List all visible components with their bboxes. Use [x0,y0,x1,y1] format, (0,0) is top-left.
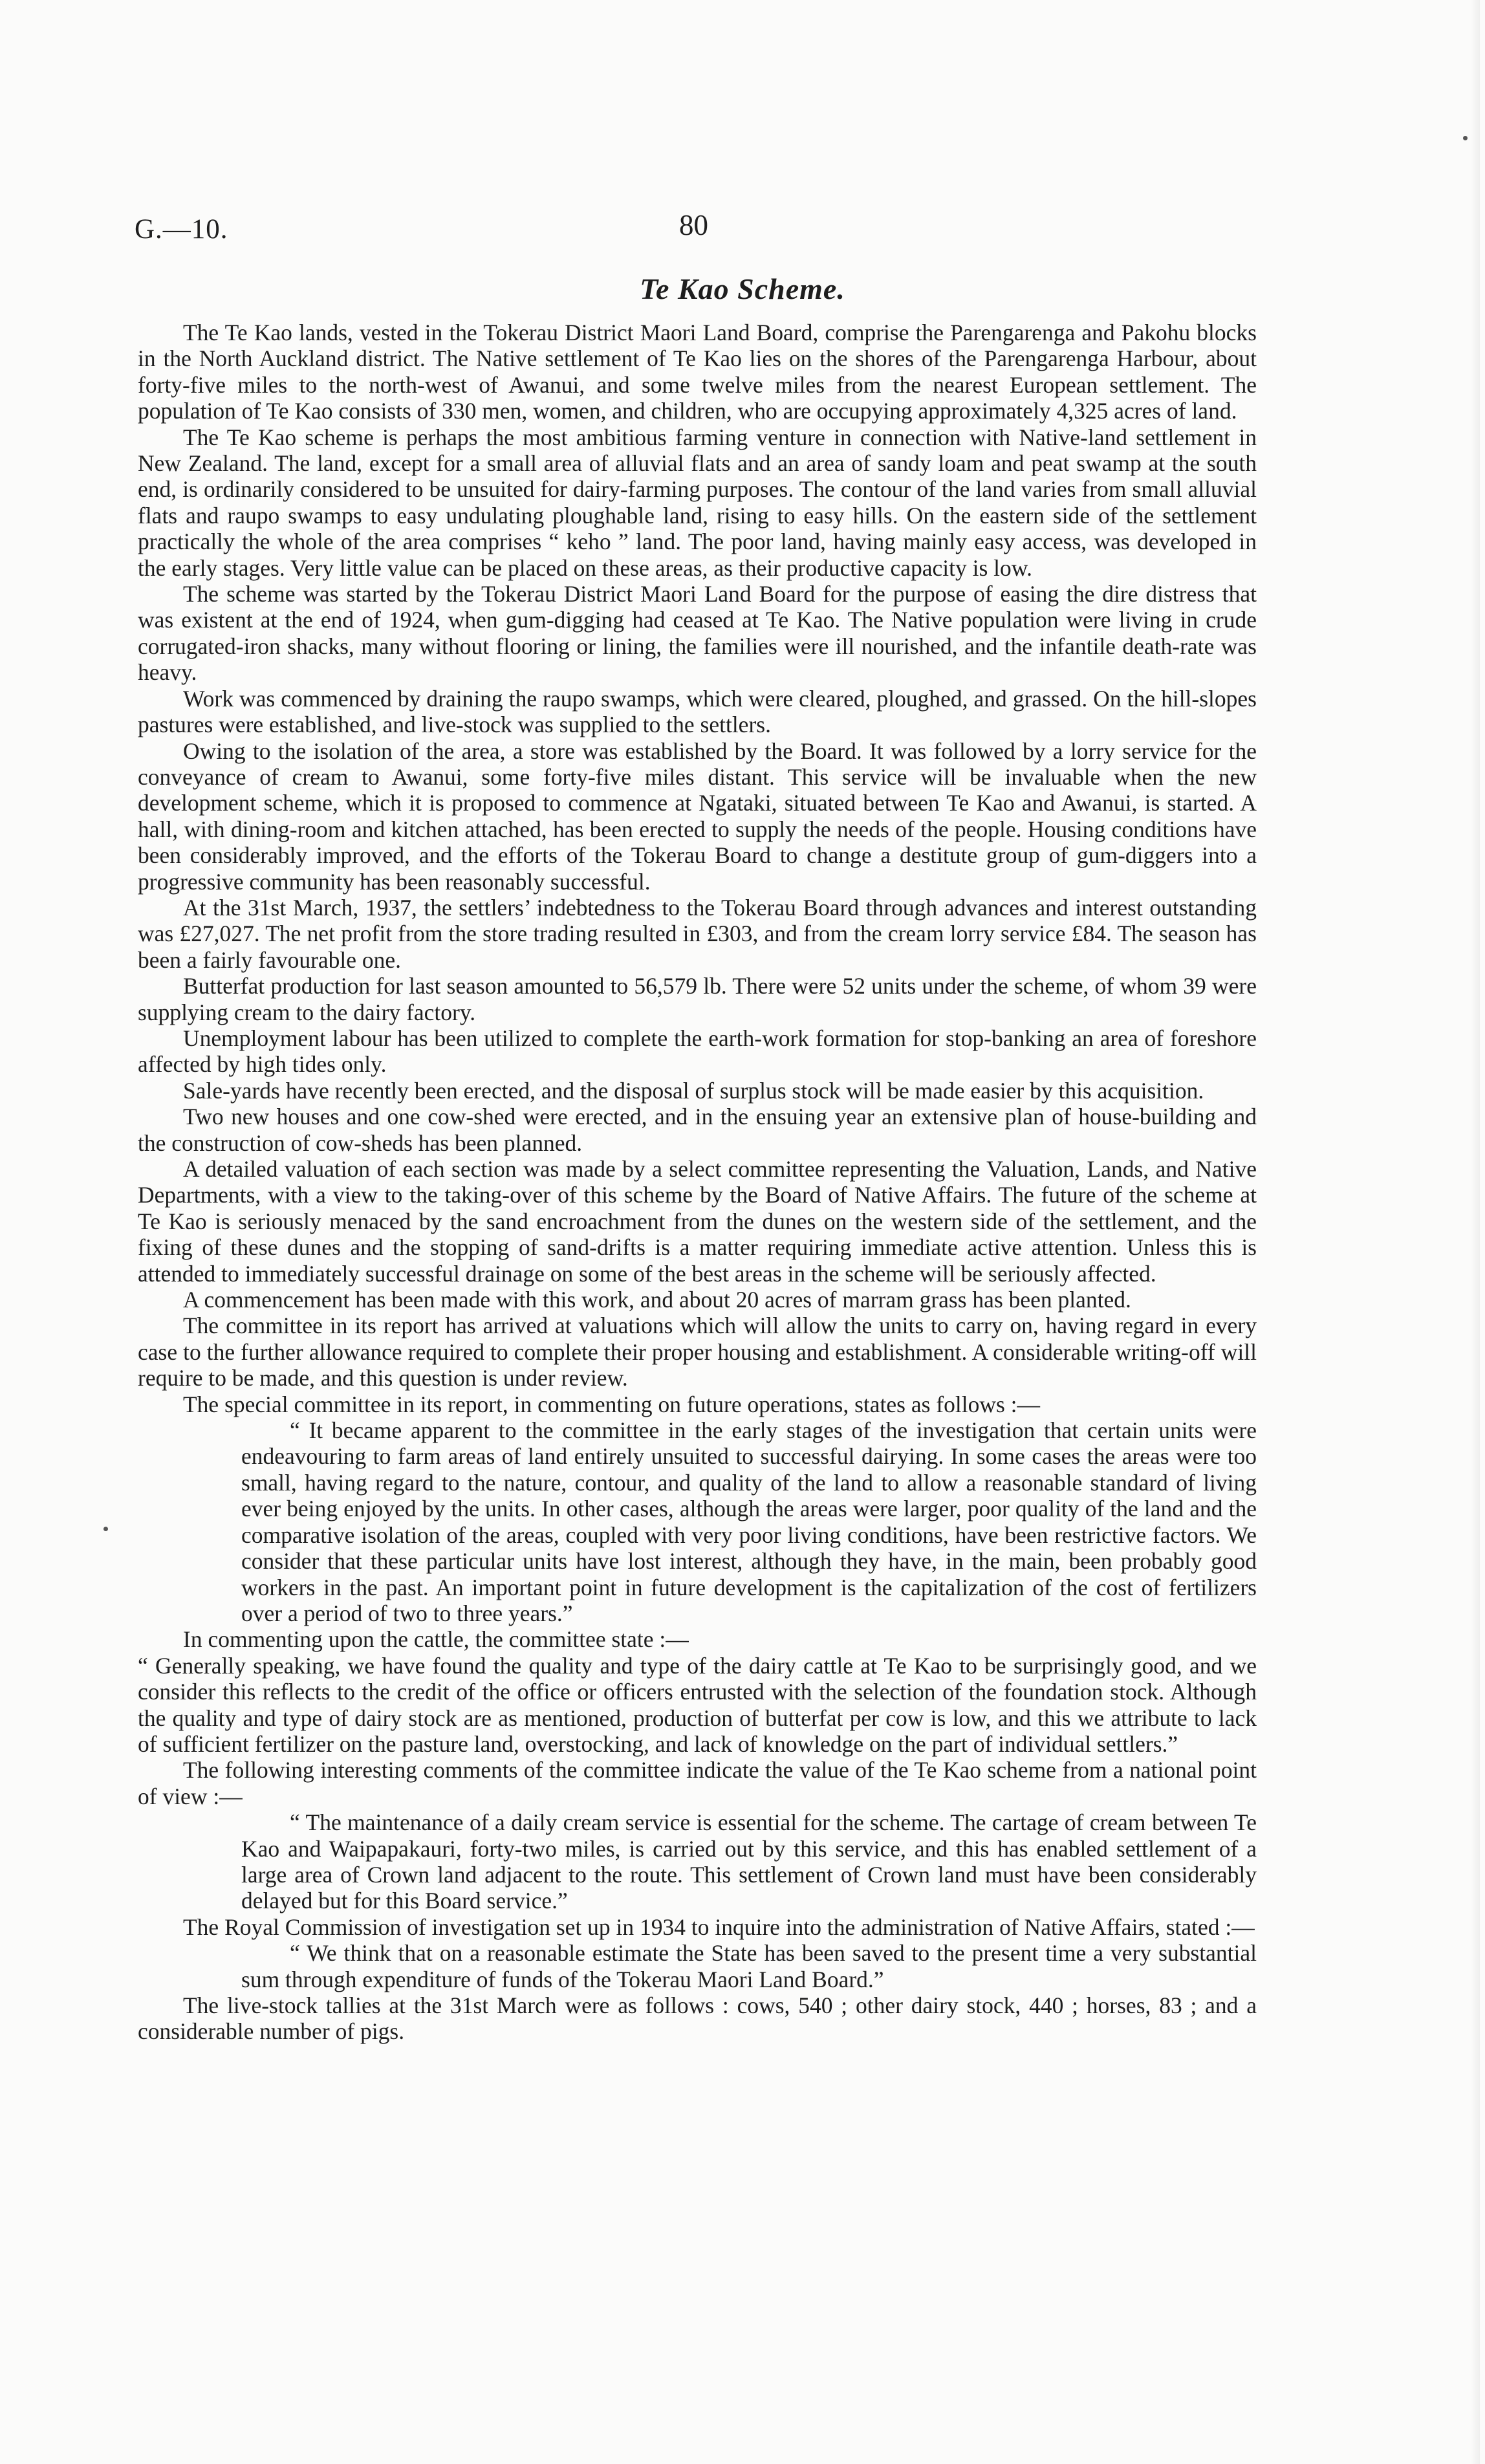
paragraph: Two new houses and one cow-shed were erected, and in the ensuing year an extensive plan of house-building and the construction of cow-sheds has been planned. [138,1104,1257,1156]
paragraph: In commenting upon the cattle, the committee state :— [183,1626,689,1653]
paragraph: Owing to the isolation of the area, a store was established by the Board. It was followed by a lorry service for the conveyance of cream to Awanui, some forty-five miles distant. This service will be invaluable when the new development scheme, which it is proposed to commence at Ngataki, situated between Te Kao and Awanui, is started. A hall, with dining-room and kitchen attached, has been erected to supply the needs of the people. Housing conditions have been considerably improved, and the efforts of the Tokerau Board to change a destitute group of gum-diggers into a progressive community has been reasonably successful. [138,737,1257,895]
scan-edge-shadow [1471,0,1480,2464]
paragraph: The Te Kao scheme is perhaps the most ambitious farming venture in connection with Native-land settlement in New Zealand. The land, except for a small area of alluvial flats and an area of sandy loam and peat swamp at the south end, is ordinarily considered to be unsuited for dairy-farming purposes. The contour of the land varies from small alluvial flats and raupo swamps to easy undulating ploughable land, rising to easy hills. On the eastern side of the settlement practically the whole of the area comprises “ keho ” land. The poor land, having mainly easy access, was developed in the early stages. Very little value can be placed on these areas, as their productive capacity is low. [138,424,1257,581]
paragraph: The live-stock tallies at the 31st March were as follows : cows, 540 ; other dairy stock, 440 ; horses, 83 ; and a considerable number of pigs. [138,1992,1257,2045]
scan-speck [1463,136,1468,140]
document-reference: G.—10. [135,214,228,245]
paragraph: The committee in its report has arrived at valuations which will allow the units to carry on, having regard in every case to the further allowance required to complete their proper housing and establishment. A considerable writing-off will require to be made, and this question is under review. [138,1313,1257,1391]
paragraph: “ Generally speaking, we have found the quality and type of the dairy cattle at Te Kao to be surprisingly good, and we consider this reflects to the credit of the office or officers entrusted with the selection of the foundation stock. Although the quality and type of dairy stock are as mentioned, production of butterfat per cow is low, and this we attribute to lack of sufficient fertilizer on the pasture land, overstocking, and lack of knowledge on the part of individual settlers.” [138,1652,1257,1757]
paragraph: The following interesting comments of the committee indicate the value of the Te Kao scheme from a national point of view :— [138,1757,1257,1809]
page-number: 80 [679,209,708,241]
paragraph: A detailed valuation of each section was made by a select committee representing the Valuation, Lands, and Native Departments, with a view to the taking-over of this scheme by the Board of Native Affairs. The future of the scheme at Te Kao is seriously menaced by the sand encroachment from the dunes on the western side of the settlement, and the fixing of these dunes and the stopping of sand-drifts is a matter requiring immediate active attention. Unless this is attended to immediately successful drainage on some of the best areas in the scheme will be seriously affected. [138,1156,1257,1287]
margin-mark [103,1527,108,1531]
quoted-paragraph: “ It became apparent to the committee in the early stages of the investigation that certain units were endeavouring to farm areas of land entirely unsuited to successful dairying. In some cases the areas were too small, having regard to the nature, contour, and quality of the land to allow a reasonable standard of living ever being enjoyed by the units. In other cases, although the areas were larger, poor quality of the land and the comparative isolation of the areas, coupled with very poor living conditions, have been restrictive factors. We consider that these particular units have lost interest, although they have, in the main, been probably good workers in the past. An important point in future development is the capitalization of the cost of fertilizers over a period of two to three years.” [241,1417,1257,1626]
paragraph: Unemployment labour has been utilized to complete the earth-work formation for stop-banking an area of foreshore affected by high tides only. [138,1025,1257,1078]
paragraph: Butterfat production for last season amounted to 56,579 lb. There were 52 units under the scheme, of whom 39 were supplying cream to the dairy factory. [138,973,1257,1025]
quoted-paragraph: “ We think that on a reasonable estimate the State has been saved to the present time a very substantial sum through expenditure of funds of the Tokerau Maori Land Board.” [241,1940,1257,1992]
paragraph: A commencement has been made with this work, and about 20 acres of marram grass has been planted. [183,1287,1131,1313]
quoted-paragraph: “ The maintenance of a daily cream service is essential for the scheme. The cartage of cream between Te Kao and Waipapakauri, forty-two miles, is carried out by this service, and this has enabled settlement of a large area of Crown land adjacent to the route. This settlement of Crown land must have been considerably delayed but for this Board service.” [241,1809,1257,1914]
paragraph: Work was commenced by draining the raupo swamps, which were cleared, ploughed, and grassed. On the hill-slopes pastures were established, and live-stock was supplied to the settlers. [138,685,1257,738]
section-title: Te Kao Scheme. [640,272,845,305]
paragraph: The scheme was started by the Tokerau District Maori Land Board for the purpose of easing the dire distress that was existent at the end of 1924, when gum-digging had ceased at Te Kao. The Native population were living in crude corrugated-iron shacks, many without flooring or lining, the families were ill nourished, and the infantile death-rate was heavy. [138,581,1257,686]
paragraph: The special committee in its report, in commenting on future operations, states as follows :— [183,1391,1041,1417]
paragraph: The Te Kao lands, vested in the Tokerau District Maori Land Board, comprise the Parengarenga and Pakohu blocks in the North Auckland district. The Native settlement of Te Kao lies on the shores of the Parengarenga Harbour, about forty-five miles to the north-west of Awanui, and some twelve miles from the nearest European settlement. The population of Te Kao consists of 330 men, women, and children, who are occupying approximately 4,325 acres of land. [138,320,1257,424]
body-text [138,320,1257,2045]
paragraph: The Royal Commission of investigation set up in 1934 to inquire into the administration of Native Affairs, stated :— [183,1913,1255,1940]
paragraph: Sale-yards have recently been erected, and the disposal of surplus stock will be made easier by this acquisition. [183,1077,1204,1104]
paragraph: At the 31st March, 1937, the settlers’ indebtedness to the Tokerau Board through advances and interest outstanding was £27,027. The net profit from the store trading resulted in £303, and from the cream lorry service £84. The season has been a fairly favourable one. [138,894,1257,973]
